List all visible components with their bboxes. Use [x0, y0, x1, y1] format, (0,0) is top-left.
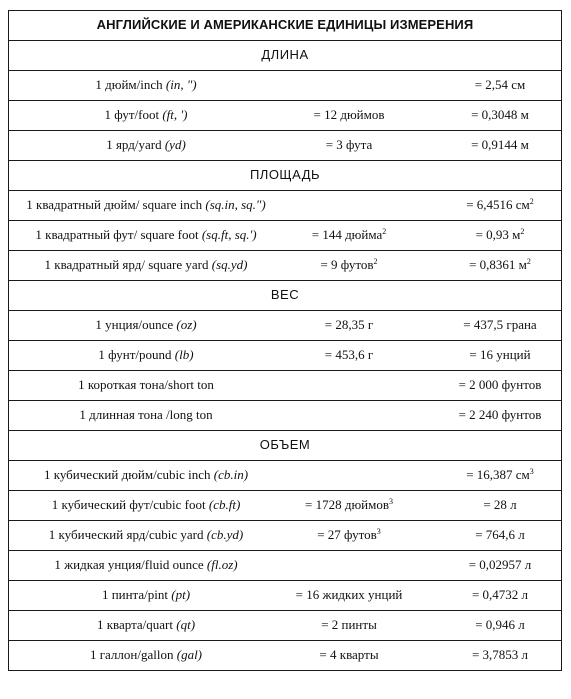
imperial-equivalent	[279, 348, 419, 362]
table-row	[9, 491, 562, 521]
unit-label: 1 квадратный дюйм/ square inch	[26, 197, 206, 213]
metric-value: = 0,4732 л	[471, 587, 529, 603]
imperial-equivalent	[279, 258, 419, 272]
equivalent-value: = 144 дюйма	[311, 227, 383, 243]
table-row	[9, 131, 562, 161]
unit-abbreviation: (cb.in)	[213, 467, 249, 483]
metric-equivalent	[419, 108, 561, 122]
imperial-equivalent	[279, 228, 419, 242]
table-row	[9, 641, 562, 671]
unit-label: 1 кубический дюйм/cubic inch	[43, 467, 214, 483]
unit-abbreviation: (oz)	[176, 317, 197, 333]
imperial-equivalent	[279, 648, 419, 662]
equivalent-exponent: 2	[382, 227, 387, 237]
table-row	[9, 581, 562, 611]
unit-row-cell	[9, 341, 562, 371]
imperial-equivalent	[279, 108, 419, 122]
metric-equivalent	[419, 618, 561, 632]
unit-name	[9, 108, 279, 122]
unit-abbreviation: (sq.ft, sq.')	[201, 227, 257, 243]
imperial-equivalent	[279, 528, 419, 542]
metric-equivalent	[419, 528, 561, 542]
equivalent-value: = 1728 дюймов	[305, 497, 389, 513]
unit-row-cell	[9, 521, 562, 551]
metric-value: = 2 240 фунтов	[458, 407, 542, 423]
unit-abbreviation: (sq.in, sq.")	[205, 197, 266, 213]
unit-name	[9, 468, 279, 482]
metric-value: = 0,946 л	[475, 617, 525, 633]
unit-row-cell	[9, 461, 562, 491]
unit-label: 1 квадратный фут/ square foot	[35, 227, 202, 243]
unit-name	[9, 498, 279, 512]
unit-label: 1 длинная тона /long ton	[79, 407, 213, 423]
equivalent-value: = 2 пинты	[321, 617, 377, 633]
unit-label: 1 фут/foot	[104, 107, 163, 123]
table-row	[9, 611, 562, 641]
metric-equivalent	[419, 378, 561, 392]
unit-label: 1 унция/ounce	[95, 317, 177, 333]
unit-label: 1 короткая тона/short ton	[78, 377, 214, 393]
metric-equivalent	[419, 408, 561, 422]
unit-label: 1 галлон/gallon	[89, 647, 177, 663]
table-row	[9, 101, 562, 131]
table-row	[9, 341, 562, 371]
unit-row-cell	[9, 131, 562, 161]
metric-equivalent	[419, 138, 561, 152]
unit-name	[9, 258, 279, 272]
metric-equivalent	[419, 258, 561, 272]
metric-equivalent	[419, 498, 561, 512]
equivalent-value: = 4 кварты	[319, 647, 379, 663]
unit-label: 1 пинта/pint	[101, 587, 172, 603]
section-heading: ОБЪЕМ	[9, 431, 562, 461]
section-row	[9, 281, 562, 311]
table-row	[9, 191, 562, 221]
table-title: АНГЛИЙСКИЕ И АМЕРИКАНСКИЕ ЕДИНИЦЫ ИЗМЕРЕНИЯ	[9, 11, 562, 41]
table-row	[9, 251, 562, 281]
equivalent-exponent: 2	[373, 257, 378, 267]
table-row	[9, 461, 562, 491]
unit-abbreviation: (in, ")	[165, 77, 197, 93]
table-row	[9, 311, 562, 341]
unit-row-cell	[9, 101, 562, 131]
metric-value: = 764,6 л	[475, 527, 525, 543]
unit-name	[9, 378, 279, 392]
metric-value: = 3,7853 л	[471, 647, 529, 663]
metric-equivalent	[419, 318, 561, 332]
metric-value: = 0,9144 м	[471, 137, 529, 153]
metric-value: = 28 л	[483, 497, 517, 513]
metric-value: = 2,54 см	[474, 77, 526, 93]
unit-label: 1 кубический ярд/cubic yard	[48, 527, 207, 543]
unit-name	[9, 138, 279, 152]
unit-abbreviation: (cb.ft)	[208, 497, 241, 513]
unit-row-cell	[9, 191, 562, 221]
metric-equivalent	[419, 558, 561, 572]
equivalent-value: = 453,6 г	[324, 347, 374, 363]
unit-label: 1 дюйм/inch	[95, 77, 166, 93]
unit-row-cell	[9, 491, 562, 521]
unit-name	[9, 78, 279, 92]
unit-name	[9, 588, 279, 602]
section-heading: ДЛИНА	[9, 41, 562, 71]
imperial-equivalent	[279, 618, 419, 632]
equivalent-exponent: 3	[376, 527, 381, 537]
metric-value: = 16,387 см	[466, 467, 530, 483]
metric-value: = 0,93 м	[475, 227, 521, 243]
metric-equivalent	[419, 198, 561, 212]
unit-abbreviation: (yd)	[164, 137, 186, 153]
equivalent-value: = 3 фута	[325, 137, 373, 153]
unit-label: 1 ярд/yard	[106, 137, 165, 153]
unit-row-cell	[9, 251, 562, 281]
unit-name	[9, 198, 279, 212]
unit-abbreviation: (pt)	[171, 587, 191, 603]
unit-row-cell	[9, 71, 562, 101]
unit-row-cell	[9, 581, 562, 611]
unit-row-cell	[9, 551, 562, 581]
imperial-equivalent	[279, 318, 419, 332]
metric-equivalent	[419, 648, 561, 662]
section-row	[9, 41, 562, 71]
metric-value: = 0,02957 л	[468, 557, 532, 573]
equivalent-value: = 27 футов	[317, 527, 377, 543]
metric-equivalent	[419, 228, 561, 242]
unit-row-cell	[9, 641, 562, 671]
unit-abbreviation: (qt)	[176, 617, 196, 633]
equivalent-exponent: 3	[388, 497, 393, 507]
title-row	[9, 11, 562, 41]
unit-row-cell	[9, 611, 562, 641]
metric-value: = 16 унций	[469, 347, 531, 363]
table-row	[9, 401, 562, 431]
metric-equivalent	[419, 588, 561, 602]
equivalent-value: = 28,35 г	[324, 317, 374, 333]
unit-abbreviation: (cb.yd)	[206, 527, 244, 543]
metric-exponent: 2	[526, 257, 531, 267]
metric-equivalent	[419, 468, 561, 482]
unit-abbreviation: (gal)	[176, 647, 203, 663]
table-row	[9, 371, 562, 401]
metric-value: = 0,8361 м	[469, 257, 527, 273]
table-row	[9, 521, 562, 551]
unit-name	[9, 528, 279, 542]
unit-row-cell	[9, 221, 562, 251]
metric-exponent: 3	[529, 467, 534, 477]
unit-name	[9, 558, 279, 572]
unit-label: 1 кварта/quart	[96, 617, 177, 633]
unit-name	[9, 618, 279, 632]
metric-equivalent	[419, 78, 561, 92]
metric-value: = 2 000 фунтов	[458, 377, 542, 393]
imperial-equivalent	[279, 588, 419, 602]
unit-row-cell	[9, 401, 562, 431]
metric-equivalent	[419, 348, 561, 362]
equivalent-value: = 16 жидких унций	[295, 587, 403, 603]
unit-name	[9, 648, 279, 662]
section-row	[9, 431, 562, 461]
unit-name	[9, 348, 279, 362]
section-heading: ВЕС	[9, 281, 562, 311]
units-table	[8, 10, 562, 671]
metric-exponent: 2	[520, 227, 525, 237]
unit-abbreviation: (fl.oz)	[206, 557, 238, 573]
unit-label: 1 жидкая унция/fluid ounce	[54, 557, 207, 573]
unit-abbreviation: (ft, ')	[162, 107, 188, 123]
imperial-equivalent	[279, 498, 419, 512]
unit-name	[9, 408, 279, 422]
section-heading: ПЛОЩАДЬ	[9, 161, 562, 191]
metric-exponent: 2	[529, 197, 534, 207]
unit-row-cell	[9, 371, 562, 401]
unit-name	[9, 228, 279, 242]
unit-label: 1 квадратный ярд/ square yard	[44, 257, 212, 273]
unit-row-cell	[9, 311, 562, 341]
equivalent-value: = 9 футов	[320, 257, 374, 273]
table-row	[9, 71, 562, 101]
metric-value: = 0,3048 м	[471, 107, 529, 123]
table-row	[9, 551, 562, 581]
metric-value: = 437,5 грана	[463, 317, 537, 333]
unit-abbreviation: (lb)	[174, 347, 194, 363]
table-row	[9, 221, 562, 251]
equivalent-value: = 12 дюймов	[313, 107, 385, 123]
metric-value: = 6,4516 см	[466, 197, 530, 213]
unit-label: 1 кубический фут/cubic foot	[51, 497, 209, 513]
section-row	[9, 161, 562, 191]
unit-label: 1 фунт/pound	[98, 347, 175, 363]
unit-name	[9, 318, 279, 332]
unit-abbreviation: (sq.yd)	[211, 257, 248, 273]
imperial-equivalent	[279, 138, 419, 152]
